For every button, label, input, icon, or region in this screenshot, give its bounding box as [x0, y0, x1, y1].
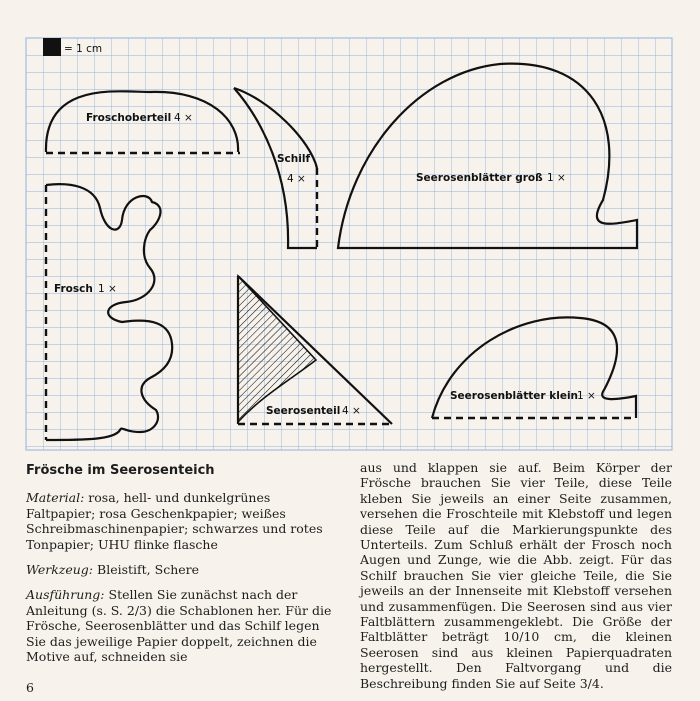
article-right-column: [360, 460, 672, 701]
count-seerosenteil: 4 ×: [342, 405, 361, 417]
count-seerosen-klein: 1 ×: [577, 390, 596, 402]
article-left-column: [26, 463, 342, 674]
ausfuehrung-paragraph: [26, 587, 342, 664]
material-text: rosa, hell- und dunkelgrünes Faltpapier; rosa Geschenkpapier; weißes Schreibmaschinenpapier; schwarzes und rotes Tonpapier; UHU flinke flasche: [26, 490, 323, 552]
page-number: 6: [26, 680, 34, 695]
count-seerosen-gross: 1 ×: [547, 172, 566, 184]
grid-paper: [26, 38, 672, 450]
ausfuehrung-label: Ausführung:: [26, 587, 105, 603]
scale-label: = 1 cm: [64, 43, 103, 55]
label-seerosen-gross: Seerosenblätter groß: [416, 172, 543, 184]
label-froschoberteil: Froschoberteil: [86, 112, 172, 124]
label-frosch: Frosch: [54, 283, 93, 295]
scale-square: [43, 38, 61, 56]
article-title: Frösche im Seerosenteich: [26, 463, 215, 478]
material-label: Material:: [26, 490, 85, 506]
count-frosch: 1 ×: [98, 283, 117, 295]
label-schilf: Schilf: [277, 153, 311, 165]
label-seerosen-klein: Seerosenblätter klein: [450, 390, 579, 402]
continued-text: aus und klappen sie auf. Beim Körper der Frösche brauchen Sie vier Teile, diese Teile kleben Sie jeweils an einer Seite zusammen, versehen die Froschteile mit Klebstoff und legen diese Teile auf die Markierungspunkte des Unterteils. Zum Schluß erhält der Frosch noch Augen und Zunge, wie die Abb. zeigt. Für das Schilf brauchen Sie vier gleiche Teile, die Sie jeweils an der Innenseite mit Klebstoff versehen und zusammenfügen. Die Seerosen sind aus vier Faltblättern zusammengeklebt. Die Größe der Faltblätter beträgt 10/10 cm, die kleinen Seerosen sind aus kleinen Papierquadraten hergestellt. Den Faltvorgang und die Beschreibung finden Sie auf Seite 3/4.: [360, 460, 672, 691]
count-schilf: 4 ×: [287, 173, 306, 185]
werkzeug-paragraph: [26, 562, 342, 577]
count-froschoberteil: 4 ×: [174, 112, 193, 124]
label-seerosenteil: Seerosenteil: [266, 405, 341, 417]
werkzeug-label: Werkzeug:: [26, 562, 94, 578]
werkzeug-text: Bleistift, Schere: [97, 562, 200, 578]
ausfuehrung-text: Stellen Sie zunächst nach der Anleitung (s. S. 2/3) die Schablonen her. Für die Frösche, Seerosenblätter und das Schilf legen Sie das jeweilige Papier doppelt, zeichnen die Motive auf, schneiden sie: [26, 587, 332, 665]
material-paragraph: [26, 490, 342, 552]
